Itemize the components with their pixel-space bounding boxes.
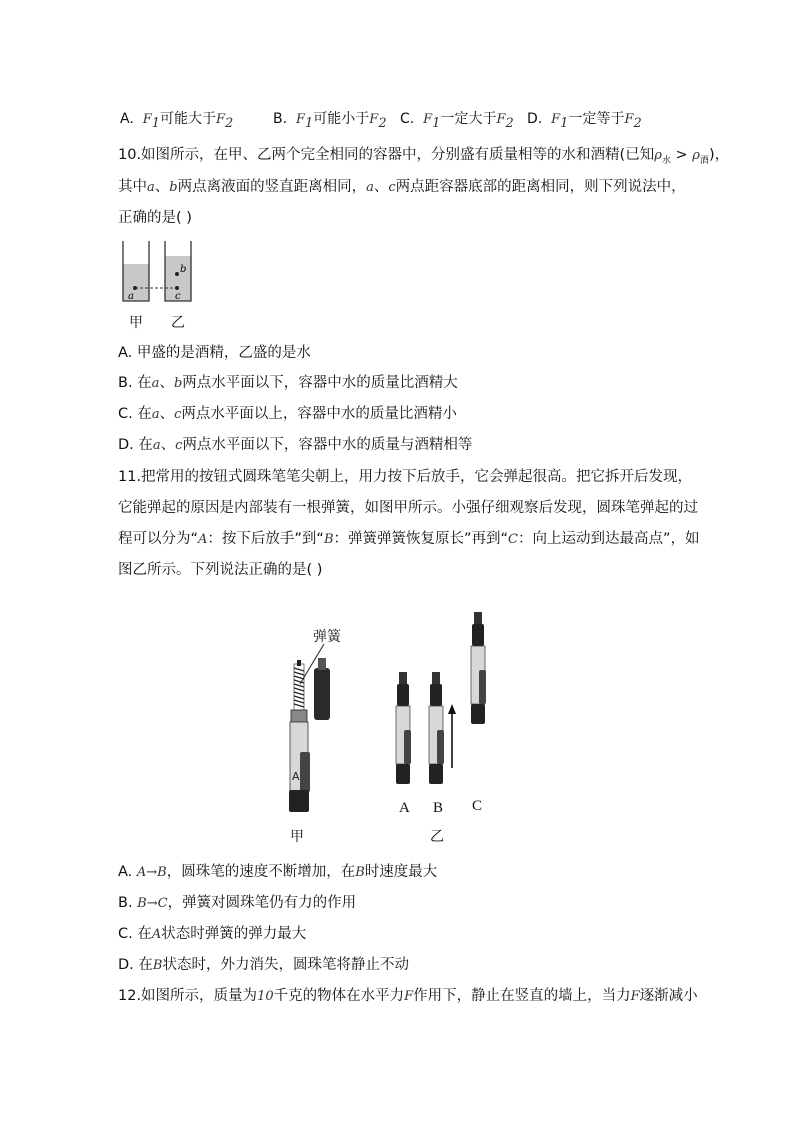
q10-containers-figure [115,238,215,308]
q9-option-b: B. $F_1$可能小于$F_2$ [273,111,387,131]
q9-option-c: C. $F_1$一定大于$F_2$ [400,111,514,131]
q11-fig-label-A: A [399,800,410,816]
q11-fig-spring-label: 弹簧 [313,629,341,645]
spring [294,660,304,710]
svg-text:A: A [292,770,300,783]
pen-state-c [471,612,486,724]
label-b: b [180,264,187,275]
q10-stem-line3: 正确的是( ) [118,210,192,226]
q11-stem-line3: 程可以分为“A：按下后放手”到“B：弹簧弹簧恢复原长”再到“C：向上运动到达最高点”，如 [118,531,700,547]
q11-figure-yi-pens [390,610,500,810]
q11-fig-label-B: B [433,800,444,816]
q11-stem-line1: 11.把常用的按钮式圆珠笔笔尖朝上，用力按下后放手，它会弹起很高。把它拆开后发现， [118,469,693,485]
q10-stem-line2: 其中a、b两点离液面的竖直距离相同，a、c两点距容器底部的距离相同，则下列说法中， [118,179,686,195]
q10-fig-label-yi: 乙 [171,315,185,331]
q12-stem-line1: 12.如图所示，质量为10千克的物体在水平力F作用下，静止在竖直的墙上，当力F逐渐减小 [118,988,698,1004]
q10-stem-line1: 10.如图所示，在甲、乙两个完全相同的容器中，分别盛有质量相等的水和酒精(已知$\rho_水 > \rho_酒$)， [118,147,730,166]
q11-fig-label-C: C [472,798,483,814]
q11-option-b: B. B→C，弹簧对圆珠笔仍有力的作用 [118,895,357,911]
container-jia-liquid [123,264,149,301]
q10-option-a: A. 甲盛的是酒精，乙盛的是水 [118,345,311,361]
pen-top-cap [314,668,330,720]
q11-stem-line4: 图乙所示。下列说法正确的是( ) [118,562,323,578]
q9-option-a: A. $F_1$可能大于$F_2$ [120,111,234,131]
q11-figure-jia-pen [280,640,350,820]
q10-option-b: B. 在a、b两点水平面以下，容器中水的质量比酒精大 [118,375,458,391]
pen-bottom-cap [289,790,309,812]
q11-stem-line2: 它能弹起的原因是内部装有一根弹簧，如图甲所示。小强仔细观察后发现，圆珠笔弹起的过 [118,500,698,516]
q11-option-d: D. 在B状态时，外力消失，圆珠笔将静止不动 [118,957,409,973]
q11-fig-label-yi: 乙 [430,829,444,845]
pen-state-b [429,672,444,784]
q10-fig-label-jia: 甲 [129,315,143,331]
label-c: c [175,291,181,302]
q11-option-c: C. 在A状态时弹簧的弹力最大 [118,926,307,942]
upward-arrow-icon [448,704,456,768]
pen-clip [300,752,310,792]
label-a: a [128,291,134,302]
pen-state-a [396,672,411,784]
q10-option-c: C. 在a、c两点水平面以上，容器中水的质量比酒精小 [118,406,457,422]
q11-option-a: A. A→B，圆珠笔的速度不断增加，在B时速度最大 [118,864,438,880]
point-a [133,286,137,290]
point-c [175,286,179,290]
q9-option-d: D. $F_1$一定等于$F_2$ [527,111,642,131]
q10-option-d: D. 在a、c两点水平面以下，容器中水的质量与酒精相等 [118,437,473,453]
point-b [175,272,179,276]
q11-fig-label-jia: 甲 [290,829,304,845]
